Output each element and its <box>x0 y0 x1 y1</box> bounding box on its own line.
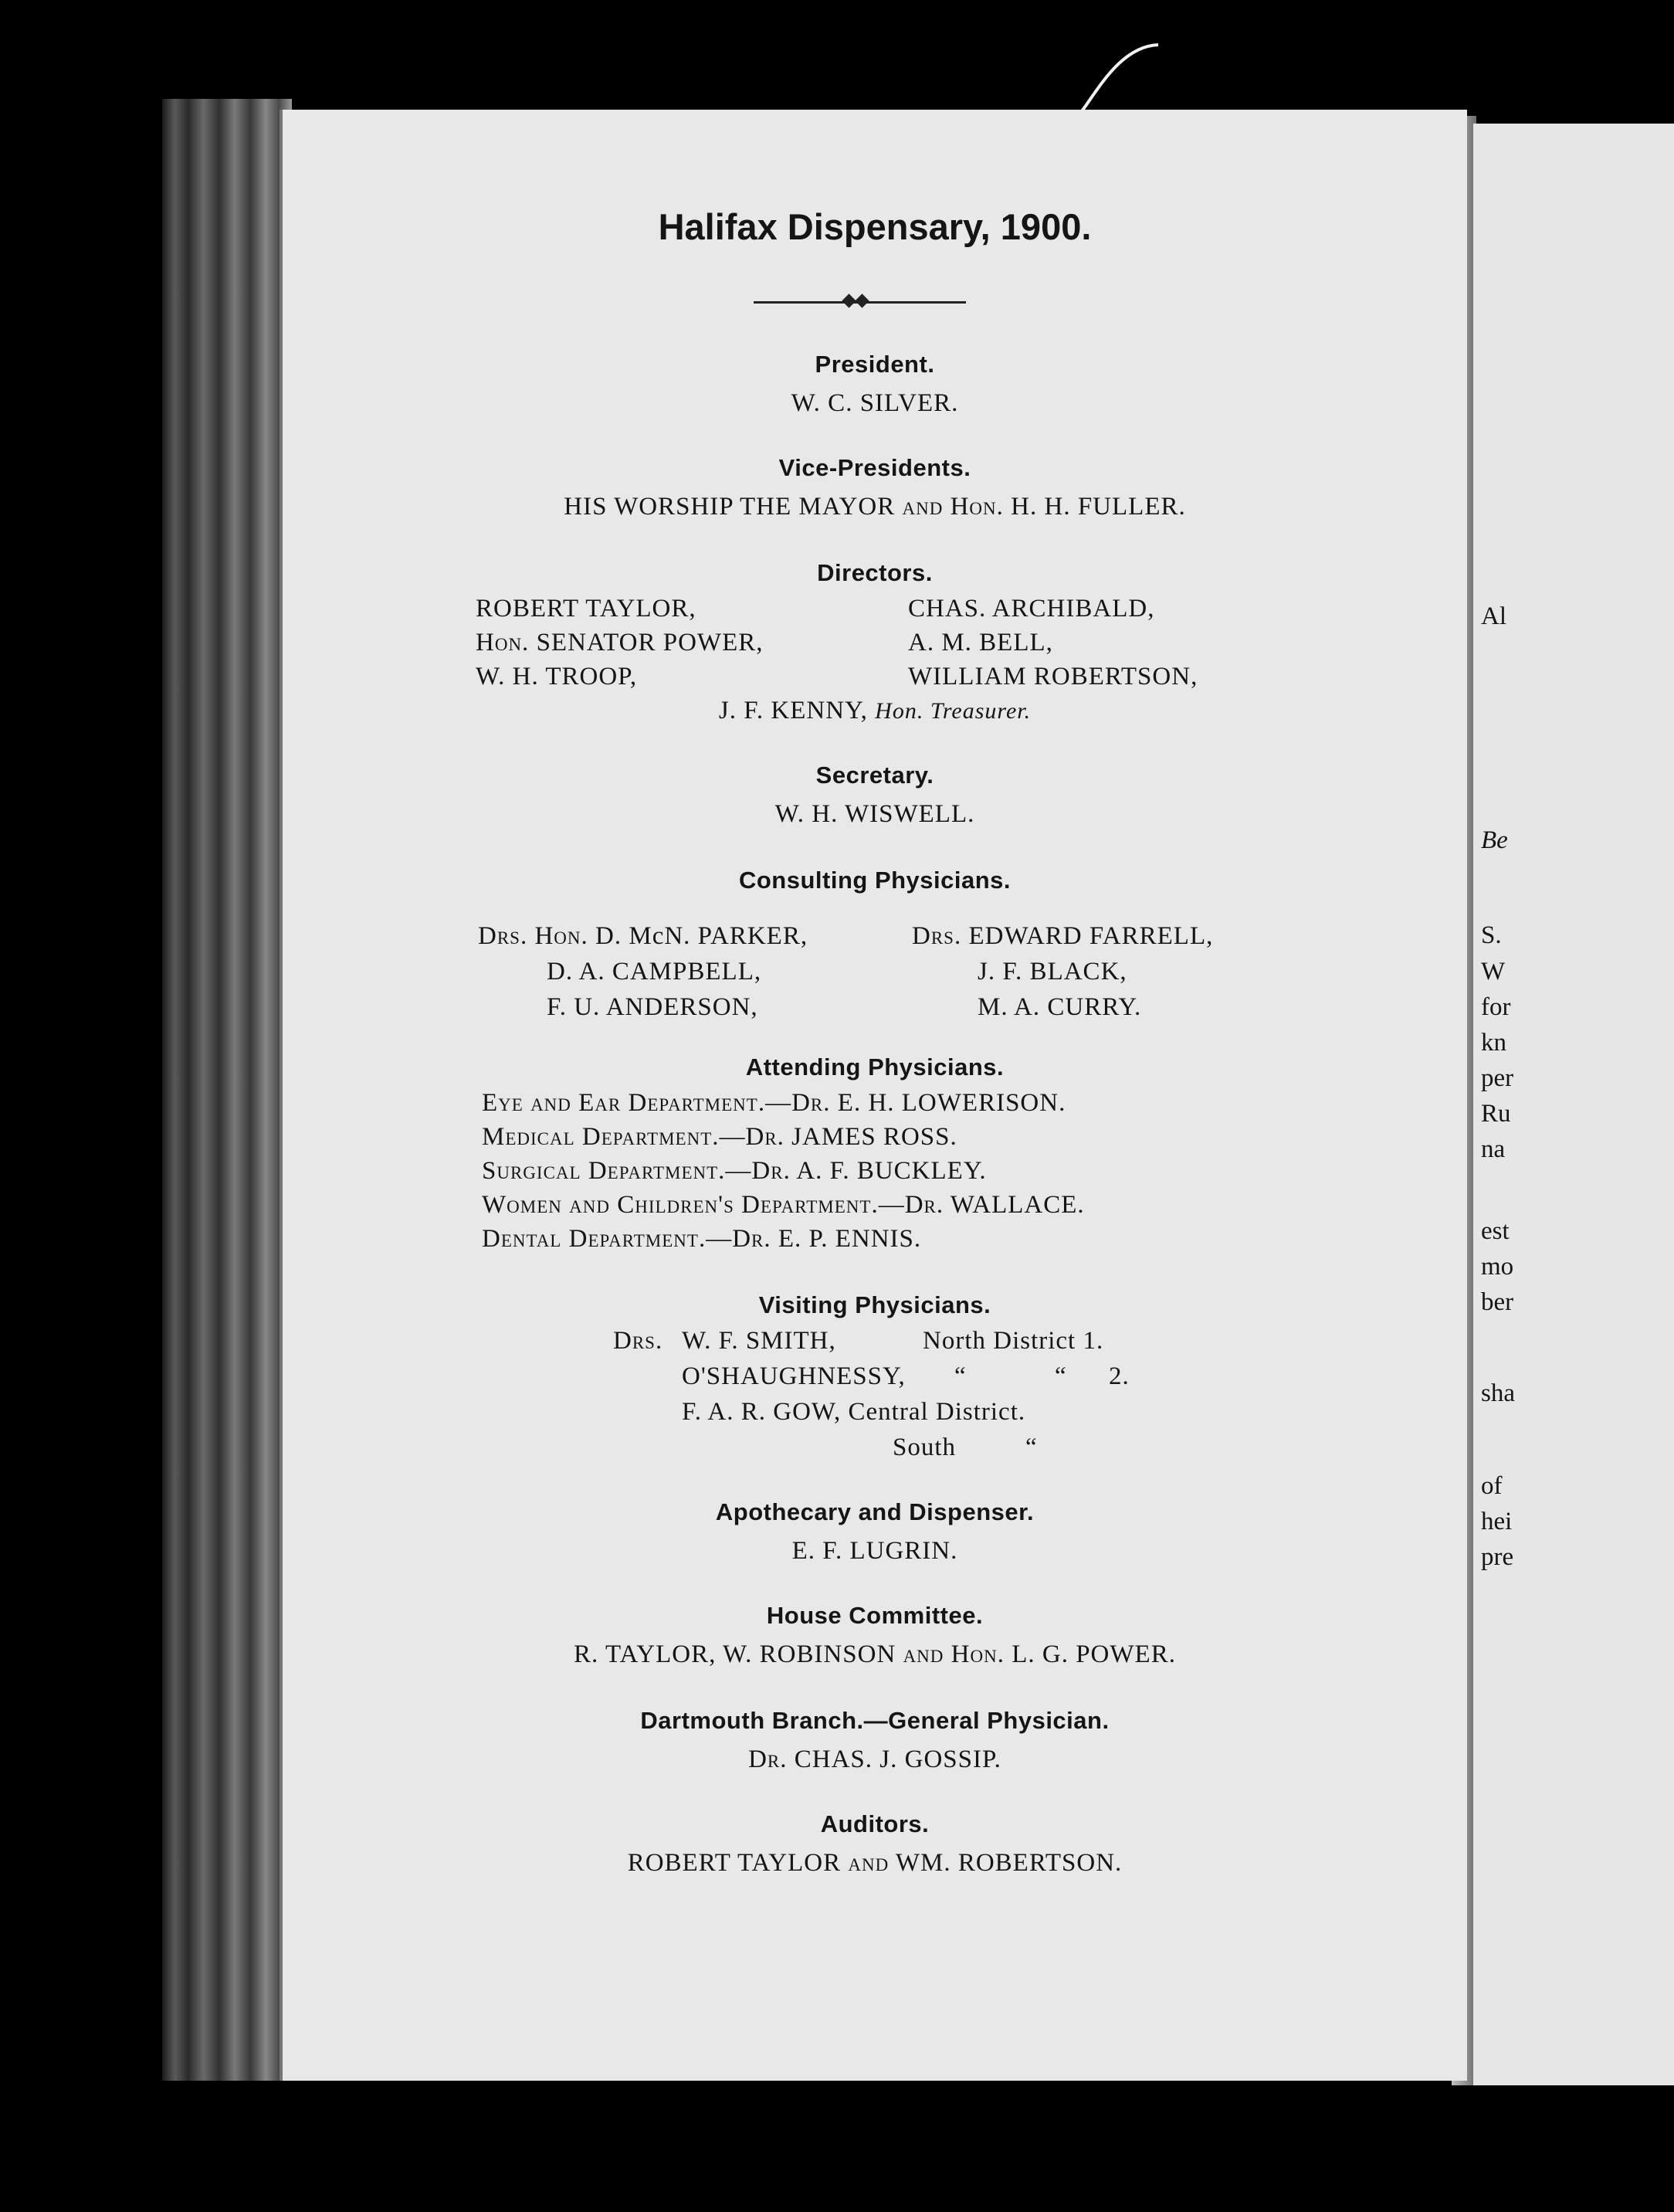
treasurer-role: Hon. Treasurer. <box>875 698 1032 724</box>
right-page-word: hei <box>1481 1508 1513 1535</box>
physician-name: E. P. ENNIS. <box>778 1225 922 1253</box>
right-page-word: Be <box>1481 826 1508 854</box>
consulting-name: EDWARD FARRELL, <box>968 922 1214 950</box>
visiting-heading: Visiting Physicians. <box>758 1291 991 1318</box>
right-page-word: for <box>1481 993 1511 1021</box>
right-page-word: na <box>1481 1135 1506 1163</box>
consulting-name: M. A. CURRY. <box>978 993 1142 1021</box>
physician-name: E. H. LOWERISON. <box>837 1089 1066 1117</box>
attending-row <box>482 1089 1066 1118</box>
visiting-name: F. A. R. GOW, Central District. <box>682 1398 1026 1426</box>
consulting-right-first <box>912 922 1213 951</box>
director-name: ROBERT TAYLOR, <box>476 595 696 623</box>
secretary-heading: Secretary. <box>815 762 934 789</box>
vice-presidents-heading: Vice-Presidents. <box>778 454 971 481</box>
district-number: 2. <box>1109 1362 1130 1390</box>
right-page-word: pre <box>1481 1543 1514 1571</box>
ornament-diamond <box>855 293 869 307</box>
house-committee-line <box>283 1640 1467 1669</box>
book-spine-edges <box>162 99 292 2081</box>
director-name: W. H. TROOP, <box>476 663 638 690</box>
physician-name: WALLACE. <box>950 1191 1085 1219</box>
department-label: Medical Department.—Dr. <box>482 1123 784 1151</box>
right-page-fragment <box>1473 124 1674 2085</box>
hon-prefix: Hon. <box>950 493 1004 521</box>
visiting-name: O'SHAUGHNESSY, <box>682 1362 906 1390</box>
director-right: CHAS. ARCHIBALD, <box>908 595 1155 623</box>
left-page <box>280 110 1467 2081</box>
department-label: Women and Children's Department.—Dr. <box>482 1191 944 1219</box>
auditors-heading: Auditors. <box>820 1810 930 1837</box>
hon-prefix: Hon. <box>534 922 588 950</box>
ornament-diamond <box>842 293 856 307</box>
treasurer-name: J. F. KENNY, <box>718 697 868 724</box>
right-page-word: mo <box>1481 1253 1514 1281</box>
visiting-district: South <box>893 1433 957 1461</box>
consulting-name: F. U. ANDERSON, <box>547 993 758 1021</box>
director-name: SENATOR POWER, <box>536 629 764 656</box>
right-page-word: Al <box>1481 602 1506 630</box>
right-page-word: W <box>1481 958 1506 986</box>
department-label: Surgical Department.—Dr. <box>482 1157 791 1185</box>
hon-prefix: Hon. <box>476 629 530 656</box>
director-right: WILLIAM ROBERTSON, <box>908 663 1198 690</box>
department-label: Dental Department.—Dr. <box>482 1225 771 1253</box>
secretary-name: W. H. WISWELL. <box>774 800 975 828</box>
apothecary-name: E. F. LUGRIN. <box>791 1537 958 1565</box>
and-word: and <box>903 1640 944 1668</box>
apothecary-heading: Apothecary and Dispenser. <box>715 1498 1035 1525</box>
president-heading: President. <box>815 351 935 378</box>
department-label: Eye and Ear Department.—Dr. <box>482 1089 831 1117</box>
right-page-word: ber <box>1481 1288 1514 1316</box>
visiting-drs <box>613 1327 662 1355</box>
director-left <box>476 663 637 691</box>
auditors-line <box>283 1849 1467 1878</box>
dartmouth-physician <box>283 1746 1467 1774</box>
consulting-name: D. McN. PARKER, <box>595 922 808 950</box>
right-page-word: est <box>1481 1217 1510 1245</box>
ditto-mark: “ <box>1055 1362 1067 1390</box>
consulting-name: J. F. BLACK, <box>978 958 1127 986</box>
director-left <box>476 629 763 657</box>
treasurer-line <box>283 697 1467 725</box>
president-name: W. C. SILVER. <box>791 389 959 417</box>
and-word: and <box>902 493 944 521</box>
attending-row <box>482 1225 921 1254</box>
vice-president-a: HIS WORSHIP THE MAYOR <box>564 493 896 521</box>
director-right: A. M. BELL, <box>908 629 1053 656</box>
attending-row <box>482 1157 987 1186</box>
right-page-word: per <box>1481 1064 1514 1092</box>
house-committee-heading: House Committee. <box>766 1602 984 1629</box>
vice-presidents-line <box>283 493 1467 521</box>
and-word: and <box>848 1849 890 1877</box>
ditto-mark: “ <box>1025 1433 1038 1461</box>
drs-prefix: Drs. <box>478 922 528 950</box>
right-page-word: kn <box>1481 1029 1506 1057</box>
dr-prefix: Dr. <box>748 1746 788 1773</box>
physician-name: JAMES ROSS. <box>791 1123 957 1151</box>
consulting-left-first <box>478 922 808 951</box>
auditor-a: ROBERT TAYLOR <box>627 1849 842 1877</box>
attending-heading: Attending Physicians. <box>745 1053 1005 1081</box>
ditto-mark: “ <box>954 1362 967 1390</box>
attending-row <box>482 1123 957 1152</box>
right-page-word: S. <box>1481 921 1502 949</box>
right-page-word: of <box>1481 1472 1503 1500</box>
drs-prefix: Drs. <box>912 922 962 950</box>
director-left <box>476 595 696 623</box>
committee-members: R. TAYLOR, W. ROBINSON <box>574 1640 896 1668</box>
physician-name: A. F. BUCKLEY. <box>796 1157 987 1185</box>
directors-heading: Directors. <box>817 559 933 586</box>
auditor-b: WM. ROBERTSON. <box>895 1849 1123 1877</box>
consulting-name: D. A. CAMPBELL, <box>547 958 762 986</box>
visiting-district: North District 1. <box>923 1327 1104 1355</box>
drs-prefix: Drs. <box>613 1327 663 1355</box>
physician-name: CHAS. J. GOSSIP. <box>794 1746 1001 1773</box>
dartmouth-heading: Dartmouth Branch.—General Physician. <box>640 1707 1110 1734</box>
attending-row <box>482 1191 1085 1220</box>
consulting-heading: Consulting Physicians. <box>738 867 1012 894</box>
right-page-word: Ru <box>1481 1100 1511 1128</box>
right-page-word: sha <box>1481 1379 1515 1407</box>
vice-president-b: H. H. FULLER. <box>1011 493 1186 521</box>
hon-prefix: Hon. <box>951 1640 1005 1668</box>
page-title: Halifax Dispensary, 1900. <box>658 206 1092 247</box>
committee-member: L. G. POWER. <box>1012 1640 1176 1668</box>
visiting-name: W. F. SMITH, <box>682 1327 836 1355</box>
